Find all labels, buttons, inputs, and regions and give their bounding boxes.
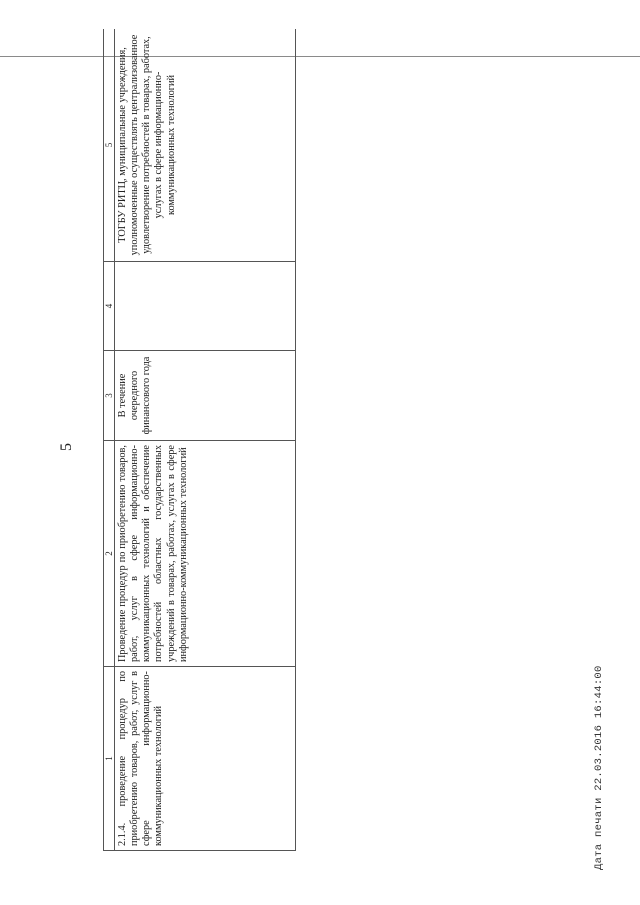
page-separator-line <box>0 56 640 57</box>
cell-description: Проведение процедур по приобретению товаров, работ, услуг в сфере информационно-коммуникационных технологий и обеспечение потребностей областных государственных учреждений в товарах, работах, услугах в сфере информационно-коммуникационных технологий <box>115 441 296 667</box>
header-cell-2: 2 <box>104 441 115 667</box>
cell-measure: 2.1.4. проведение процедур по приобретению товаров, работ, услуг в сфере информационно-коммуникационных технологий <box>115 667 296 851</box>
table-row <box>115 29 296 851</box>
table-header-row <box>104 29 115 851</box>
plan-table <box>103 29 296 851</box>
header-cell-4: 4 <box>104 262 115 351</box>
page-number: 5 <box>58 443 75 451</box>
print-date-stamp: Дата печати 22.03.2016 16:44:00 <box>593 665 605 870</box>
header-cell-3: 3 <box>104 351 115 441</box>
cell-empty <box>115 262 296 351</box>
cell-responsible: ТОГБУ РИТЦ, муниципальные учреждения, уполномоченные осуществлять централизованное удовлетворение потребностей в товарах, работах, услугах в сфере информационно-коммуникационных технологий <box>115 29 296 262</box>
cell-deadline: В течение очередного финансового года <box>115 351 296 441</box>
header-cell-1: 1 <box>104 667 115 851</box>
header-cell-5: 5 <box>104 29 115 262</box>
plan-table-container <box>103 29 296 851</box>
